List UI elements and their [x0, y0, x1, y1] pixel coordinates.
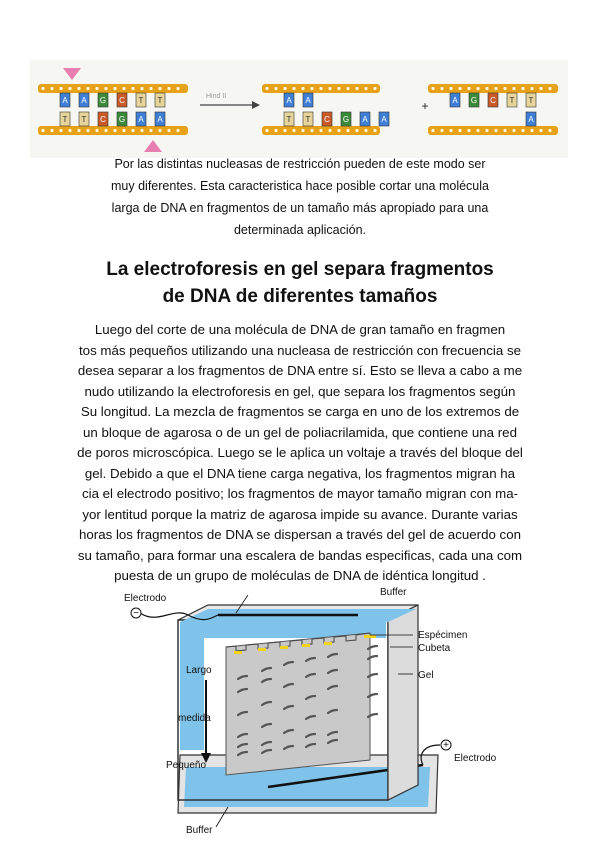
positive-sign: +: [443, 740, 449, 751]
backbone-bead: [140, 87, 143, 90]
backbone-bead: [158, 129, 161, 132]
electrode-bottom-label: Electrodo: [454, 753, 497, 764]
backbone-bead: [539, 129, 542, 132]
backbone-bead: [548, 129, 551, 132]
backbone-bead: [476, 129, 479, 132]
backbone-bead: [113, 87, 116, 90]
caption-line: larga de DNA en fragmentos de un tamaño más apropiado para una: [111, 201, 489, 215]
nucleotide-letter: A: [452, 96, 458, 105]
body-line: Luego del corte de una molécula de DNA de gran tamaño en fragmen: [94, 322, 506, 337]
backbone-bead: [149, 129, 152, 132]
backbone-bead: [50, 129, 53, 132]
backbone-bead: [539, 87, 542, 90]
backbone-bead: [41, 129, 44, 132]
title-line: de DNA de diferentes tamaños: [162, 286, 438, 307]
backbone-bead: [104, 129, 107, 132]
backbone-bead: [283, 87, 286, 90]
title-line: La electroforesis en gel separa fragmentos: [106, 259, 494, 280]
nucleotide-letter: A: [362, 115, 368, 124]
backbone-bead: [274, 129, 277, 132]
backbone-bead: [131, 87, 134, 90]
nucleotide-letter: C: [490, 96, 496, 105]
body-line: de poros microscópica. Luego se le aplica un voltaje a través del bloque del: [77, 445, 523, 460]
backbone-bead: [274, 87, 277, 90]
backbone-bead: [158, 87, 161, 90]
body-line: desea separar a los fragmentos de DNA entre sí. Esto se lleva a cabo a me: [77, 363, 523, 378]
backbone-bead: [301, 87, 304, 90]
specimen-dot: [280, 646, 288, 649]
backbone-bead: [122, 129, 125, 132]
nucleotide-letter: A: [157, 115, 163, 124]
backbone-bead: [310, 87, 313, 90]
backbone-bead: [503, 129, 506, 132]
nucleotide-letter: G: [470, 96, 478, 105]
backbone-bead: [521, 129, 524, 132]
nucleotide-letter: A: [62, 96, 68, 105]
backbone-bead: [59, 87, 62, 90]
backbone-bead: [95, 129, 98, 132]
nucleotide-letter: T: [62, 115, 68, 124]
nucleotide-letter: T: [286, 115, 292, 124]
body-line: gel. Debido a que el DNA tiene carga negativa, los fragmentos migran ha: [84, 465, 516, 481]
nucleotide-letter: T: [305, 115, 311, 124]
backbone-bead: [50, 87, 53, 90]
backbone-bead: [167, 87, 170, 90]
backbone-bead: [310, 129, 313, 132]
backbone-bead: [337, 87, 340, 90]
backbone-bead: [485, 87, 488, 90]
caption-line: muy diferentes. Esta caracteristica hace posible cortar una molécula: [111, 179, 489, 193]
backbone-bead: [431, 87, 434, 90]
dna-backbone: [428, 126, 558, 135]
backbone-bead: [59, 129, 62, 132]
backbone-bead: [86, 129, 89, 132]
backbone-bead: [346, 87, 349, 90]
backbone-bead: [167, 129, 170, 132]
large-label: Largo: [186, 665, 212, 676]
backbone-bead: [113, 129, 116, 132]
backbone-bead: [337, 129, 340, 132]
backbone-bead: [494, 129, 497, 132]
nucleotide-letter: C: [119, 96, 125, 105]
restriction-enzyme-diagram: [30, 60, 568, 158]
backbone-bead: [265, 87, 268, 90]
nucleotide-letter: A: [138, 115, 144, 124]
backbone-bead: [530, 129, 533, 132]
backbone-bead: [467, 129, 470, 132]
caption-line: determinada aplicación.: [233, 223, 367, 237]
specimen-dot: [324, 642, 332, 645]
backbone-bead: [149, 87, 152, 90]
gel-slab: [226, 633, 370, 775]
nucleotide-letter: T: [509, 96, 515, 105]
body-paragraph: [34, 320, 566, 587]
backbone-bead: [122, 87, 125, 90]
gel-electrophoresis-diagram: [118, 585, 558, 840]
backbone-bead: [104, 87, 107, 90]
nucleotide-letter: T: [157, 96, 163, 105]
nucleotide-letter: T: [81, 115, 87, 124]
backbone-bead: [431, 129, 434, 132]
backbone-bead: [503, 87, 506, 90]
cuvette-label: Cubeta: [418, 643, 451, 654]
backbone-bead: [292, 129, 295, 132]
figure-caption: [70, 153, 530, 241]
backbone-bead: [364, 87, 367, 90]
nucleotide-letter: T: [138, 96, 144, 105]
body-line: tos más pequeños utilizando una nucleasa de restricción con frecuencia se: [78, 342, 522, 358]
backbone-bead: [467, 87, 470, 90]
backbone-bead: [176, 129, 179, 132]
specimen-dot: [364, 635, 376, 638]
backbone-bead: [328, 129, 331, 132]
specimen-dot: [234, 651, 242, 654]
backbone-bead: [458, 87, 461, 90]
specimen-label: Espécimen: [418, 630, 468, 641]
backbone-bead: [530, 87, 533, 90]
backbone-bead: [548, 87, 551, 90]
nucleotide-letter: A: [381, 115, 387, 124]
backbone-bead: [440, 129, 443, 132]
nucleotide-letter: C: [324, 115, 330, 124]
backbone-bead: [521, 87, 524, 90]
gel-label: Gel: [418, 670, 434, 681]
body-line: un bloque de agarosa o de un gel de poliacrilamida, que contiene una red: [83, 424, 517, 440]
backbone-bead: [41, 87, 44, 90]
body-line: nudo utilizando la electroforesis en gel, que separa los fragmentos según: [84, 383, 516, 399]
backbone-bead: [485, 129, 488, 132]
backbone-bead: [95, 87, 98, 90]
backbone-bead: [449, 87, 452, 90]
buffer-top-label: Buffer: [380, 587, 407, 598]
body-line: cia el electrodo positivo; los fragmentos de mayor tamaño migran con ma-: [81, 486, 519, 501]
backbone-bead: [292, 87, 295, 90]
backbone-bead: [494, 87, 497, 90]
specimen-dot: [258, 648, 266, 651]
backbone-bead: [77, 129, 80, 132]
backbone-bead: [373, 129, 376, 132]
backbone-bead: [346, 129, 349, 132]
backbone-bead: [512, 87, 515, 90]
nucleotide-letter: T: [528, 96, 534, 105]
backbone-bead: [355, 129, 358, 132]
body-line: su tamaño, para formar una escalera de bandas especificas, cada una com: [77, 547, 523, 563]
electrode-top-label: Electrodo: [124, 593, 167, 604]
nucleotide-letter: C: [100, 115, 106, 124]
plus-sign: +: [421, 99, 429, 113]
nucleotide-letter: A: [286, 96, 292, 105]
backbone-bead: [512, 129, 515, 132]
nucleotide-letter: G: [118, 115, 126, 124]
backbone-bead: [373, 87, 376, 90]
body-line: yor lentitud porque la matriz de agarosa impide su avance. Durante varias: [82, 506, 518, 522]
backbone-bead: [319, 129, 322, 132]
backbone-bead: [364, 129, 367, 132]
nucleotide-letter: G: [99, 96, 107, 105]
backbone-bead: [131, 129, 134, 132]
caption-line: Por las distintas nucleasas de restricción pueden de este modo ser: [114, 157, 486, 171]
body-line: horas los fragmentos de DNA se dispersan a través del gel de acuerdo con: [78, 527, 521, 542]
enzyme-name: Hind II: [206, 93, 227, 100]
backbone-bead: [68, 87, 71, 90]
body-line: Su longitud. La mezcla de fragmentos se carga en uno de los extremos de: [80, 404, 520, 419]
left-buffer: [180, 638, 204, 750]
figure-background: [30, 60, 568, 158]
nucleotide-letter: A: [528, 115, 534, 124]
backbone-bead: [319, 87, 322, 90]
dna-backbone: [428, 84, 558, 93]
backbone-bead: [176, 87, 179, 90]
backbone-bead: [68, 129, 71, 132]
backbone-bead: [140, 129, 143, 132]
backbone-bead: [449, 129, 452, 132]
nucleotide-letter: G: [342, 115, 350, 124]
backbone-bead: [301, 129, 304, 132]
specimen-dot: [302, 644, 310, 647]
backbone-bead: [77, 87, 80, 90]
small-label: Pequeño: [166, 760, 207, 771]
backbone-bead: [476, 87, 479, 90]
backbone-bead: [355, 87, 358, 90]
backbone-bead: [283, 129, 286, 132]
section-title: [40, 256, 560, 310]
buffer-bottom-label: Buffer: [186, 825, 213, 836]
measure-label: medida: [178, 713, 211, 724]
tank-side: [388, 605, 418, 800]
backbone-bead: [458, 129, 461, 132]
nucleotide-letter: A: [305, 96, 311, 105]
nucleotide-letter: A: [81, 96, 87, 105]
backbone-bead: [440, 87, 443, 90]
negative-sign: −: [133, 608, 139, 619]
backbone-bead: [328, 87, 331, 90]
backbone-bead: [86, 87, 89, 90]
backbone-bead: [265, 129, 268, 132]
body-line: puesta de un grupo de moléculas de DNA de idéntica longitud .: [114, 568, 486, 583]
